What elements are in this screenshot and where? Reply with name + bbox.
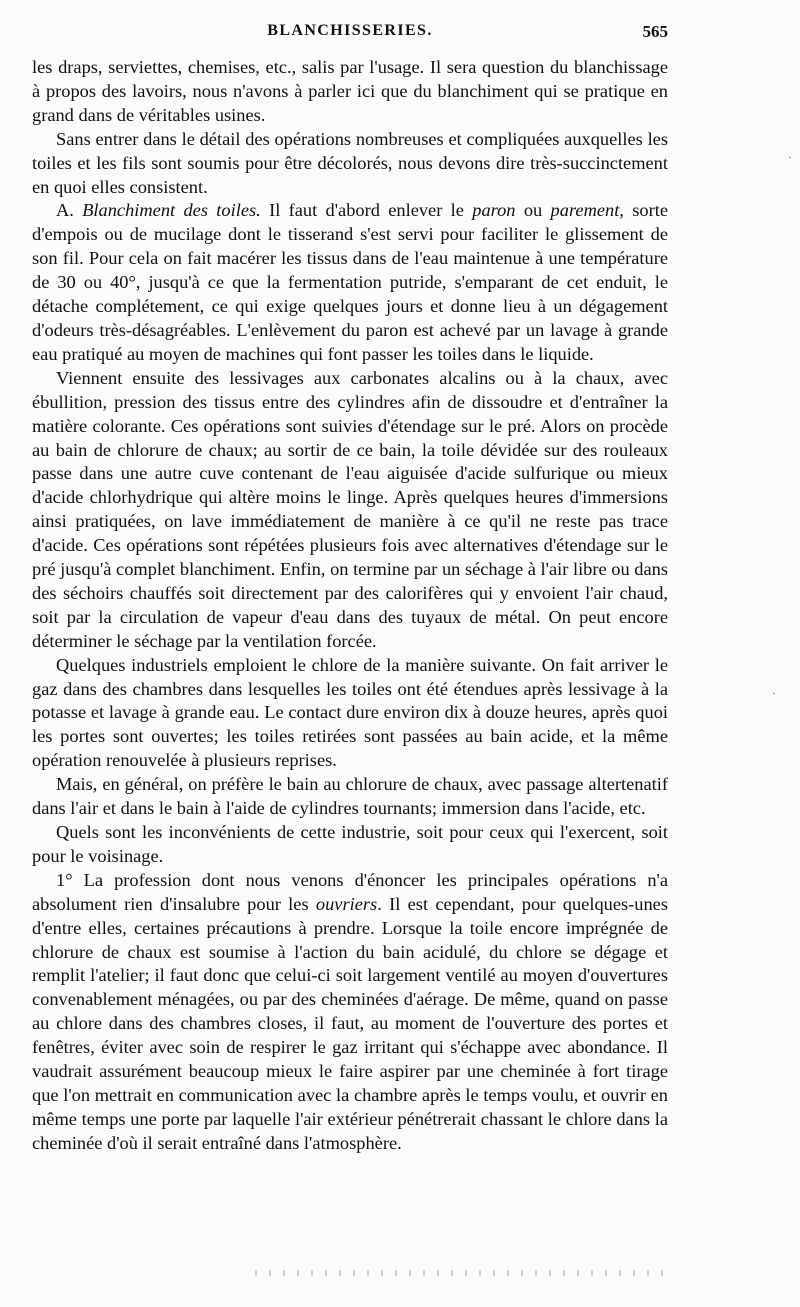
- body-text: [32, 56, 668, 1156]
- paragraph-continued: les draps, serviettes, chemises, etc., salis par l'usage. Il sera question du blanchissage à propos des lavoirs, nous n'avons à parler ici que du blanchiment qui se pratique en grand dans de véritables usines.: [32, 57, 668, 125]
- margin-tick: ·: [772, 686, 776, 700]
- section-title: Blanchiment des toiles.: [82, 200, 261, 221]
- paragraph: Quels sont les inconvénients de cette industrie, soit pour ceux qui l'exercent, soit pour le voisinage.: [32, 822, 668, 866]
- margin-tick: ·: [788, 150, 792, 164]
- running-head: BLANCHISSERIES.: [267, 22, 433, 39]
- emphasis-term: paron: [472, 200, 516, 221]
- page-number: 565: [642, 22, 668, 41]
- paragraph-text: 1° La profession dont nous venons d'énoncer les principales opérations n'a absolument rien d'insalubre pour les: [32, 869, 668, 914]
- paragraph: Mais, en général, on préfère le bain au chlorure de chaux, avec passage altertenatif dans l'air et dans le bain à l'aide de cylindres tournants; immersion dans l'acide, etc.: [32, 774, 668, 819]
- paragraph-numbered: [32, 869, 668, 1156]
- emphasis-term: parement: [550, 200, 620, 221]
- paragraph-section-a: [32, 199, 668, 366]
- paragraph-text: . Il est cependant, pour quelques-unes d'entre elles, certaines précautions à prendre. Lorsque la toile encore imprégnée de chlorure de chaux est soumise à l'action du bain acidulé, du chlore se dégage et remplit l'atelier; il faut donc que celui-ci soit largement ventilé au moyen d'ouvertures convenablement ménagées, ou par des cheminées d'aérage. De même, quand on passe au chlore dans des chambres closes, il faut, au moment de l'ouverture des portes et fenêtres, éviter avec soin de respirer le gaz irritant qui s'échappe avec abondance. Il vaudrait assurément beaucoup mieux le faire aspirer par une cheminée à fort tirage que l'on mettrait en communication avec la chambre après le temps voulu, et ouvrir en même temps une porte par laquelle l'air extérieur pénétrerait chassant le chlore dans la cheminée d'où il serait entraîné dans l'atmosphère.: [32, 893, 668, 1153]
- scan-bleed-marks: [255, 1270, 665, 1276]
- paragraph: Sans entrer dans le détail des opérations nombreuses et compliquées auxquelles les toiles et les fils sont soumis pour être décolorés, nous devons dire très-succinctement en quoi elles consistent.: [32, 128, 668, 197]
- paragraph-text: Il faut d'abord enlever le: [260, 200, 473, 221]
- paragraph-text: ou: [515, 200, 551, 221]
- emphasis-term: ouvriers: [315, 893, 378, 914]
- page-header: [32, 22, 668, 48]
- section-label: A.: [56, 200, 83, 221]
- paragraph: Viennent ensuite des lessivages aux carbonates alcalins ou à la chaux, avec ébullition, pression des tissus entre des cylindres afin de dissoudre et d'entraîner la matière colorante. Ces opérations sont suivies d'étendage sur le pré. Alors on procède au bain de chlorure de chaux; au sortir de ce bain, la toile dévidée sur des rouleaux passe dans une autre cuve contenant de l'eau aiguisée d'acide sulfurique ou mieux d'acide chlorhydrique qui altère moins le linge. Après quelques heures d'immersions ainsi pratiquées, on lave immédiatement de manière à ce qu'il ne reste pas trace d'acide. Ces opérations sont répétées plusieurs fois avec alternatives d'étendage sur le pré jusqu'à complet blanchiment. Enfin, on termine par un séchage à l'air libre ou dans des séchoirs chauffés soit directement par des calorifères qui y envoient l'air chaud, soit par la circulation de vapeur d'eau dans des tuyaux de métal. On peut encore déterminer le séchage par la ventilation forcée.: [32, 367, 668, 651]
- paragraph: Quelques industriels emploient le chlore de la manière suivante. On fait arriver le gaz dans des chambres dans lesquelles les toiles ont été étendues après lessivage à la potasse et lavage à grande eau. Le contact dure environ dix à douze heures, après quoi les portes sont ouvertes; les toiles retirées sont passées au bain acide, et la même opération renouvelée à plusieurs reprises.: [32, 654, 668, 771]
- paragraph-text: , sorte d'empois ou de mucilage dont le tisserand s'est servi pour faciliter le glissement de son fil. Pour cela on fait macérer les tissus dans de l'eau maintenue à une température de 30 ou 40°, jusqu'à ce que la fermentation putride, s'emparant de cet enduit, le détache complétement, ce qui exige quelques jours et donne lieu à un dégagement d'odeurs très-désagréables. L'enlèvement du paron est achevé par un lavage à grande eau pratiqué au moyen de machines qui font passer les toiles dans le liquide.: [32, 200, 668, 364]
